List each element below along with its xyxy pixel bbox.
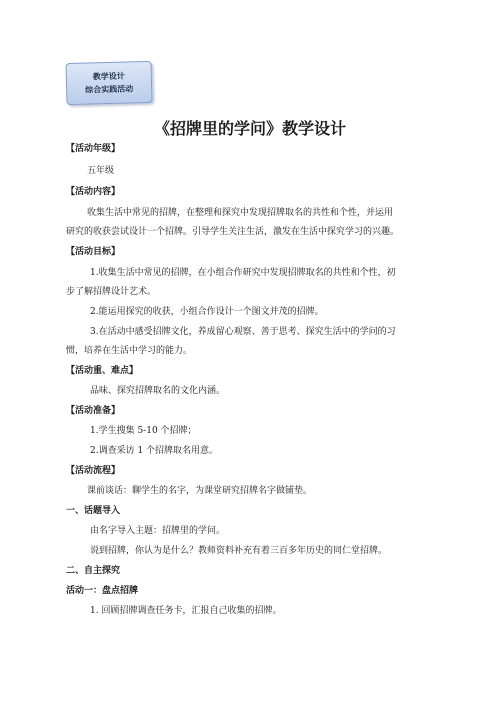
text-prep2: 2.调查采访 1 个招牌取名用意。 bbox=[90, 446, 219, 456]
text-goal2: 2.能运用探究的收获，小组合作设计一个图文并茂的招牌。 bbox=[90, 307, 324, 317]
text-grade: 五年级 bbox=[87, 166, 115, 176]
text-content-line1: 收集生活中常见的招牌，在整理和探究中发现招牌取名的共性和个性，并运用 bbox=[87, 208, 394, 218]
heading-goals: 【活动目标】 bbox=[66, 247, 121, 257]
text-content-line2: 研究的收获尝试设计一个招牌。引导学生关注生活，激发在生活中探究学习的兴趣。 bbox=[66, 227, 400, 237]
document-title: 《招牌里的学问》教学设计 bbox=[153, 119, 346, 138]
heading-flow: 【活动流程】 bbox=[66, 466, 121, 476]
text-activity1-line1: 1. 回顾招牌调查任务卡，汇报自己收集的招牌。 bbox=[90, 606, 282, 616]
text-goal1-line1: 1.收集生活中常见的招牌，在小组合作研究中发现招牌取名的共性和个性，初 bbox=[90, 268, 396, 278]
category-badge bbox=[65, 61, 152, 105]
text-part1-line2: 说到招牌，你认为是什么？教师资料补充有着三百多年历史的同仁堂招牌。 bbox=[90, 546, 388, 556]
text-flow-intro: 课前谈话：聊学生的名字，为课堂研究招牌名字做铺垫。 bbox=[87, 486, 313, 496]
badge-line-subject: 教学设计 bbox=[92, 71, 125, 82]
text-goal3-line2: 惯，培养在生活中学习的能力。 bbox=[66, 346, 193, 356]
text-key-points: 品味、探究招牌取名的文化内涵。 bbox=[90, 386, 226, 396]
text-goal1-line2: 步了解招牌设计艺术。 bbox=[66, 287, 157, 297]
heading-part2: 二、自主探究 bbox=[66, 566, 121, 576]
text-goal3-line1: 3.在活动中感受招牌文化，养成留心观察、善于思考、探究生活中的学问的习 bbox=[90, 327, 396, 337]
text-prep1: 1.学生搜集 5-10 个招牌； bbox=[90, 426, 197, 436]
heading-preparation: 【活动准备】 bbox=[66, 406, 121, 416]
heading-part1: 一、话题导入 bbox=[66, 506, 121, 516]
text-part1-line1: 由名字导入主题：招牌里的学问。 bbox=[90, 526, 226, 536]
heading-activity1: 活动一：盘点招牌 bbox=[66, 586, 139, 596]
heading-key-points: 【活动重、难点】 bbox=[66, 366, 139, 376]
heading-grade: 【活动年级】 bbox=[66, 144, 121, 154]
badge-line-course: 综合实践活动 bbox=[85, 84, 134, 95]
heading-content: 【活动内容】 bbox=[66, 187, 121, 197]
